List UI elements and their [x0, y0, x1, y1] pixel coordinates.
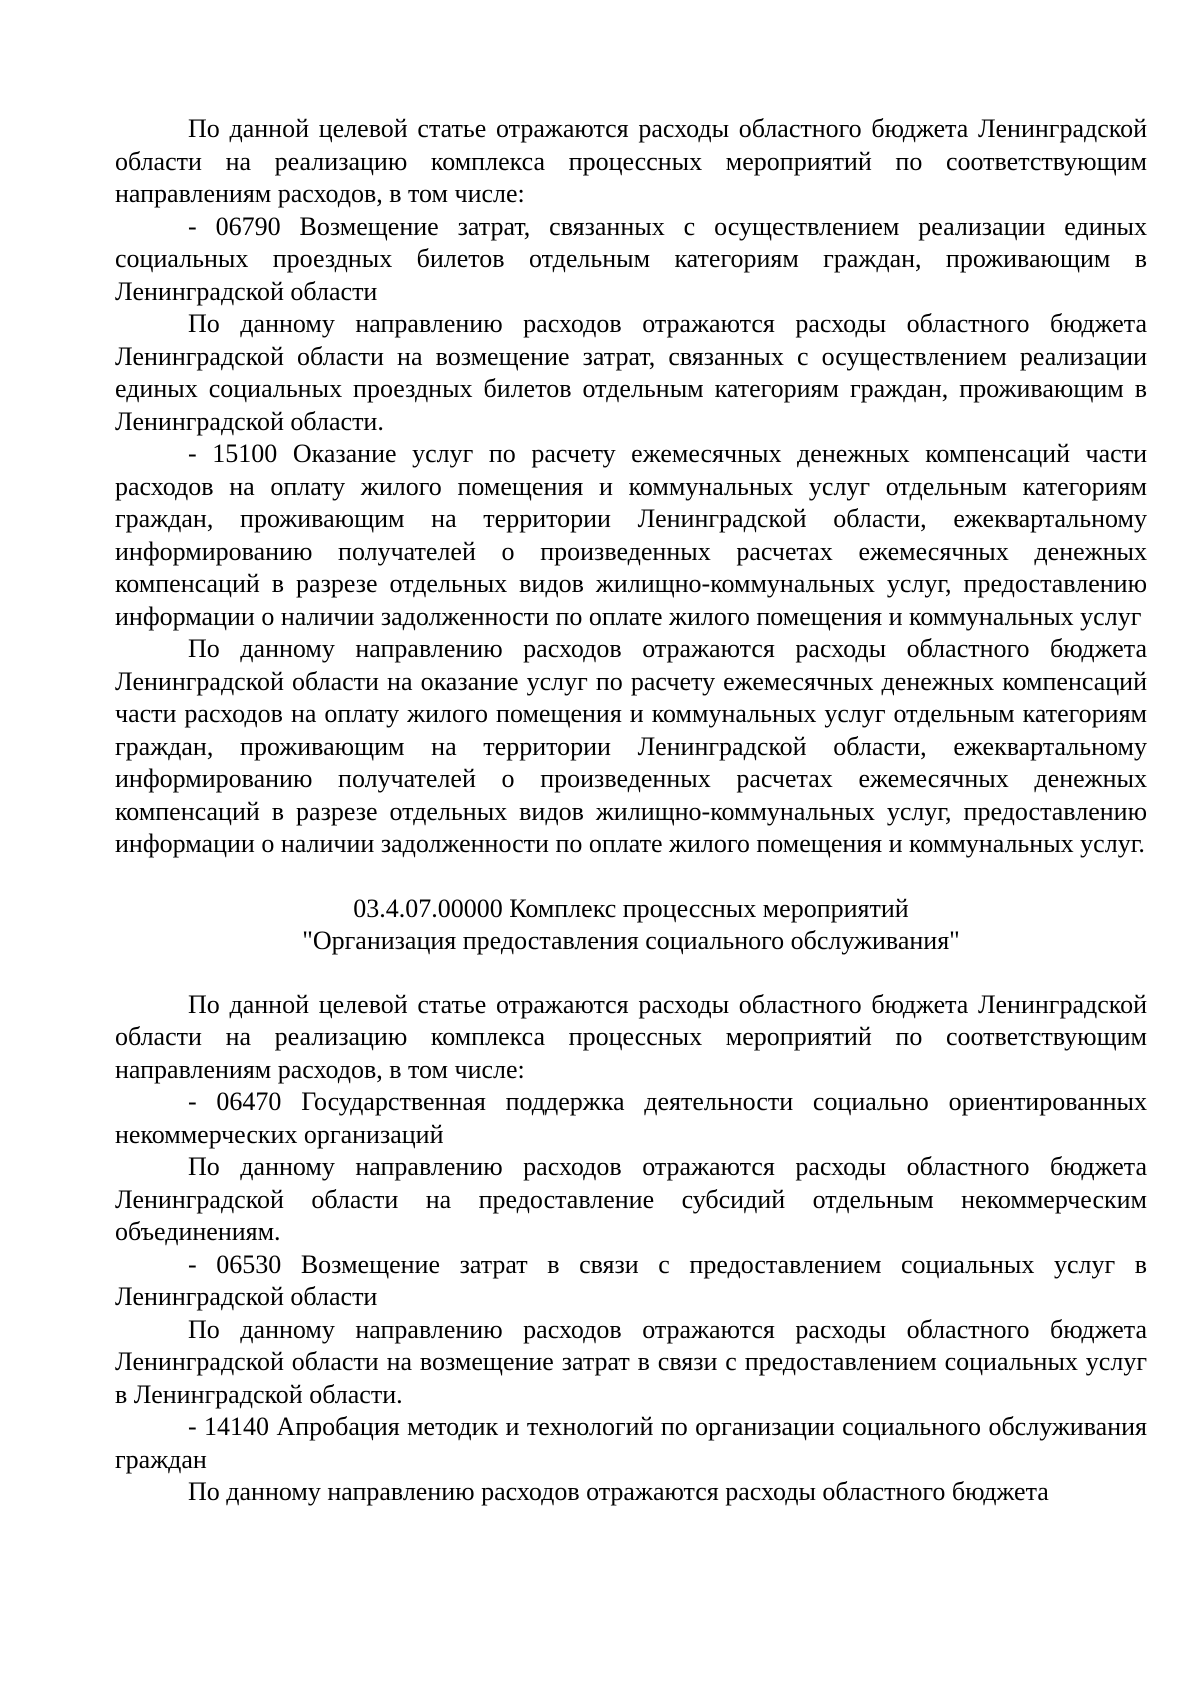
paragraph-item-06470: - 06470 Государственная поддержка деятельности социально ориентированных некоммерческих организаций [115, 1087, 1147, 1149]
section-heading-title-line: "Организация предоставления социального обслуживания" [302, 926, 960, 955]
paragraph-item-14140-description: По данному направлению расходов отражаются расходы областного бюджета [188, 1477, 1049, 1506]
paragraph-item-06790: - 06790 Возмещение затрат, связанных с осуществлением реализации единых социальных проездных билетов отдельным категориям граждан, проживающим в Ленинградской области [115, 211, 1147, 306]
paragraph-item-15100-description: По данному направлению расходов отражаются расходы областного бюджета Ленинградской области на оказание услуг по расчету ежемесячных денежных компенсаций части расходов на оплату жилого помещения и коммунальных услуг отдельным категориям граждан, проживающим на территории Ленинградской области, ежеквартальному информированию получателей о произведенных расчетах ежемесячных денежных компенсаций в разрезе отдельных видов жилищно-коммунальных услуг, предоставлению информации о наличии задолженности по оплате жилого помещения и коммунальных услуг. [115, 634, 1147, 858]
paragraph-item-14140: - 14140 Апробация методик и технологий по организации социального обслуживания граждан [115, 1412, 1147, 1474]
paragraph-item-06530-description: По данному направлению расходов отражаются расходы областного бюджета Ленинградской области на возмещение затрат в связи с предоставлением социальных услуг в Ленинградской области. [115, 1314, 1147, 1409]
paragraph-item-06530: - 06530 Возмещение затрат в связи с предоставлением социальных услуг в Ленинградской области [115, 1249, 1147, 1311]
paragraph-item-15100: - 15100 Оказание услуг по расчету ежемесячных денежных компенсаций части расходов на оплату жилого помещения и коммунальных услуг отдельным категориям граждан, проживающим на территории Ленинградской области, ежеквартальному информированию получателей о произведенных расчетах ежемесячных денежных компенсаций в разрезе отдельных видов жилищно-коммунальных услуг, предоставлению информации о наличии задолженности по оплате жилого помещения и коммунальных услуг [115, 439, 1147, 631]
paragraph-target-article-intro-2: По данной целевой статье отражаются расходы областного бюджета Ленинградской области на реализацию комплекса процессных мероприятий по соответствующим направлениям расходов, в том числе: [115, 989, 1147, 1084]
document-page [115, 113, 1147, 1509]
section-heading-code-line: 03.4.07.00000 Комплекс процессных мероприятий [353, 893, 909, 923]
section-heading [115, 893, 1147, 958]
paragraph-item-06790-description: По данному направлению расходов отражаются расходы областного бюджета Ленинградской области на возмещение затрат, связанных с осуществлением реализации единых социальных проездных билетов отдельным категориям граждан, проживающим в Ленинградской области. [115, 309, 1147, 436]
paragraph-item-06470-description: По данному направлению расходов отражаются расходы областного бюджета Ленинградской области на предоставление субсидий отдельным некоммерческим объединениям. [115, 1152, 1147, 1246]
paragraph-target-article-intro: По данной целевой статье отражаются расходы областного бюджета Ленинградской области на реализацию комплекса процессных мероприятий по соответствующим направлениям расходов, в том числе: [115, 114, 1147, 208]
